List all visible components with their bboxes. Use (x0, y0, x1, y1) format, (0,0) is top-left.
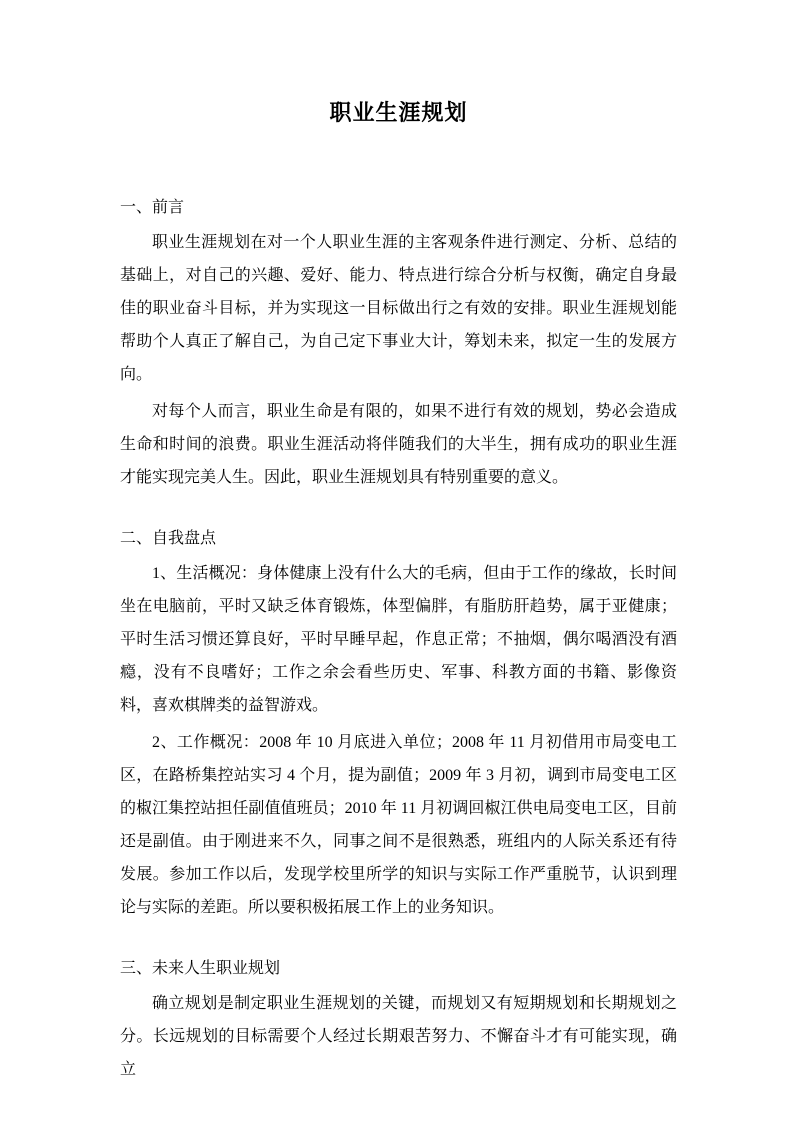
section-heading-self-assessment: 二、自我盘点 (120, 530, 217, 547)
document-title: 职业生涯规划 (329, 100, 468, 125)
section-heading-preface: 一、前言 (120, 199, 185, 216)
paragraph-life-overview: 1、生活概况：身体健康上没有什么大的毛病，但由于工作的缘故，长时间坐在电脑前，平时又缺乏体育锻炼，体型偏胖，有脂肪肝趋势，属于亚健康；平时生活习惯还算良好，平时早睡早起，作息正常；不抽烟，偶尔喝酒没有酒瘾，没有不良嗜好；工作之余会看些历史、军事、科教方面的书籍、影像资料，喜欢棋牌类的益智游戏。 (120, 565, 677, 714)
paragraph-future-plan: 确立规划是制定职业生涯规划的关键，而规划又有短期规划和长期规划之分。长远规划的目标需要个人经过长期艰苦努力、不懈奋斗才有可能实现，确立 (120, 995, 677, 1078)
paragraph-preface-1: 职业生涯规划在对一个人职业生涯的主客观条件进行测定、分析、总结的基础上，对自己的兴趣、爱好、能力、特点进行综合分析与权衡，确定自身最佳的职业奋斗目标，并为实现这一目标做出行之有效的安排。职业生涯规划能帮助个人真正了解自己，为自己定下事业大计，筹划未来，拟定一生的发展方向。 (120, 234, 677, 383)
paragraph-work-overview: 2、工作概况：2008 年 10 月底进入单位；2008 年 11 月初借用市局变电工区，在路桥集控站实习 4 个月，提为副值；2009 年 3 月初，调到市局变电工区的椒江集控站担任副值值班员；2010 年 11 月初调回椒江供电局变电工区，目前还是副值。由于刚进来不久，同事之间不是很熟悉，班组内的人际关系还有待发展。参加工作以后，发现学校里所学的知识与实际工作严重脱节，认识到理论与实际的差距。所以要积极拓展工作上的业务知识。 (120, 734, 677, 916)
paragraph-preface-2: 对每个人而言，职业生命是有限的，如果不进行有效的规划，势必会造成生命和时间的浪费。职业生涯活动将伴随我们的大半生，拥有成功的职业生涯才能实现完美人生。因此，职业生涯规划具有特别重要的意义。 (120, 403, 677, 486)
section-heading-future-plan: 三、未来人生职业规划 (120, 960, 281, 977)
